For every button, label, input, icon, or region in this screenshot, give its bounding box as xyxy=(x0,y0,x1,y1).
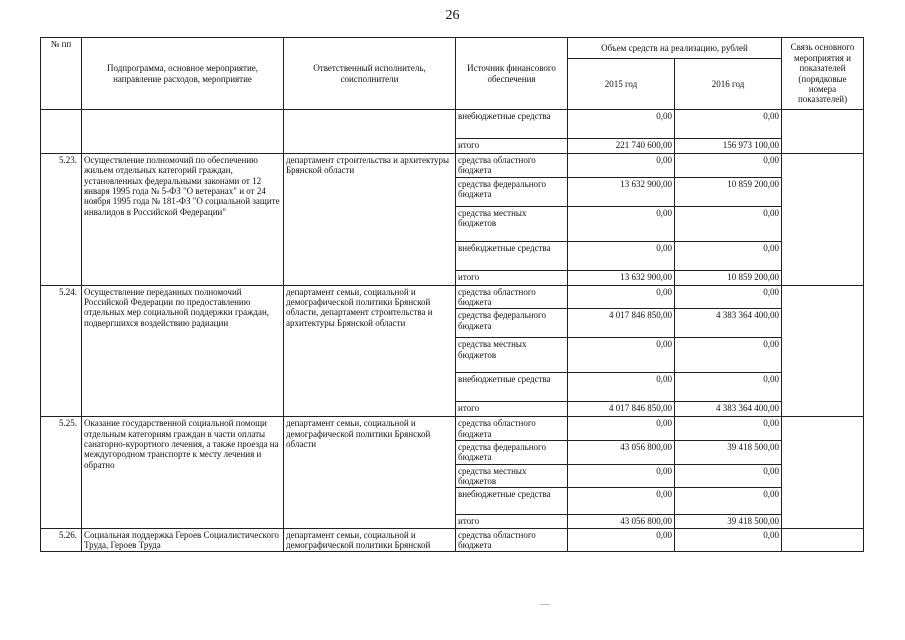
amount-2015: 0,00 xyxy=(568,154,675,178)
header-num: № пп xyxy=(41,38,82,110)
item-name: Осуществление полномочий по обеспечению жильем отдельных категорий граждан, установленных федеральными законами от 12 января 1995 года № 5-ФЗ "О ветеранах" и от 24 ноября 1995 года № 181-ФЗ "О социальной защите инвалидов в Российской Федерации" xyxy=(82,154,284,286)
funding-source: средства федерального бюджета xyxy=(456,441,568,465)
amount-2015: 4 017 846 850,00 xyxy=(568,309,675,338)
header-volume: Объем средств на реализацию, рублей xyxy=(568,38,782,59)
indicator-link xyxy=(782,110,864,154)
amount-2015: 13 632 900,00 xyxy=(568,177,675,206)
funding-source: внебюджетные средства xyxy=(456,373,568,402)
amount-2015: 43 056 800,00 xyxy=(568,441,675,465)
funding-source: итого xyxy=(456,515,568,528)
funding-source: средства местных бюджетов xyxy=(456,338,568,373)
item-number xyxy=(41,110,82,154)
header-link: Связь основного мероприятия и показателей (порядковые номера показателей) xyxy=(782,38,864,110)
scan-mark xyxy=(540,604,550,605)
funding-source: средства федерального бюджета xyxy=(456,177,568,206)
indicator-link xyxy=(782,528,864,552)
amount-2016: 39 418 500,00 xyxy=(675,515,782,528)
amount-2016: 156 973 100,00 xyxy=(675,139,782,154)
header-2015: 2015 год xyxy=(568,59,675,110)
header-executor: Ответственный исполнитель, соисполнители xyxy=(284,38,456,110)
funding-source: средства федерального бюджета xyxy=(456,309,568,338)
amount-2015: 13 632 900,00 xyxy=(568,270,675,285)
amount-2016: 0,00 xyxy=(675,417,782,441)
amount-2015: 0,00 xyxy=(568,373,675,402)
amount-2016: 4 383 364 400,00 xyxy=(675,402,782,417)
amount-2015: 0,00 xyxy=(568,206,675,241)
item-name: Оказание государственной социальной помощи отдельным категориям граждан в части оплаты санаторно-курортного лечения, а также проезда на междугородном транспорте к месту лечения и обратно xyxy=(82,417,284,528)
amount-2016: 0,00 xyxy=(675,338,782,373)
funding-source: внебюджетные средства xyxy=(456,241,568,270)
program-table xyxy=(40,37,864,552)
amount-2015: 0,00 xyxy=(568,338,675,373)
funding-source: средства областного бюджета xyxy=(456,154,568,178)
table-row xyxy=(41,285,864,309)
item-executor: департамент семьи, социальной и демографической политики Брянской области, департамент строительства и архитектуры Брянской области xyxy=(284,285,456,417)
amount-2015: 0,00 xyxy=(568,285,675,309)
amount-2015: 4 017 846 850,00 xyxy=(568,402,675,417)
funding-source: средства областного бюджета xyxy=(456,285,568,309)
amount-2016: 0,00 xyxy=(675,110,782,139)
amount-2015: 0,00 xyxy=(568,528,675,552)
amount-2015: 0,00 xyxy=(568,241,675,270)
header-2016: 2016 год xyxy=(675,59,782,110)
amount-2016: 0,00 xyxy=(675,154,782,178)
table-row xyxy=(41,417,864,441)
header-name: Подпрограмма, основное мероприятие, направление расходов, мероприятие xyxy=(82,38,284,110)
indicator-link xyxy=(782,417,864,528)
amount-2015: 0,00 xyxy=(568,464,675,488)
table-row xyxy=(41,110,864,139)
table-row xyxy=(41,528,864,552)
item-executor: департамент семьи, социальной и демографической политики Брянской xyxy=(284,528,456,552)
item-name: Социальная поддержка Героев Социалистического Труда, Героев Труда xyxy=(82,528,284,552)
item-name: Осуществление переданных полномочий Российской Федерации по предоставлению отдельных мер социальной поддержки граждан, подвергшихся воздействию радиации xyxy=(82,285,284,417)
table-row xyxy=(41,154,864,178)
item-number: 5.26. xyxy=(41,528,82,552)
item-executor: департамент строительства и архитектуры Брянской области xyxy=(284,154,456,286)
table-header-row xyxy=(41,38,864,59)
page-number: 26 xyxy=(445,8,460,23)
amount-2016: 39 418 500,00 xyxy=(675,441,782,465)
funding-source: средства местных бюджетов xyxy=(456,206,568,241)
amount-2016: 0,00 xyxy=(675,373,782,402)
amount-2015: 43 056 800,00 xyxy=(568,515,675,528)
indicator-link xyxy=(782,154,864,286)
amount-2016: 0,00 xyxy=(675,285,782,309)
item-number: 5.23. xyxy=(41,154,82,286)
funding-source: средства областного бюджета xyxy=(456,528,568,552)
amount-2016: 10 859 200,00 xyxy=(675,270,782,285)
funding-source: итого xyxy=(456,402,568,417)
item-number: 5.24. xyxy=(41,285,82,417)
amount-2016: 0,00 xyxy=(675,528,782,552)
amount-2015: 0,00 xyxy=(568,417,675,441)
item-name xyxy=(82,110,284,154)
amount-2016: 0,00 xyxy=(675,488,782,515)
amount-2016: 0,00 xyxy=(675,241,782,270)
funding-source: внебюджетные средства xyxy=(456,488,568,515)
item-number: 5.25. xyxy=(41,417,82,528)
amount-2016: 10 859 200,00 xyxy=(675,177,782,206)
funding-source: итого xyxy=(456,139,568,154)
item-executor xyxy=(284,110,456,154)
item-executor: департамент семьи, социальной и демографической политики Брянской области xyxy=(284,417,456,528)
amount-2016: 4 383 364 400,00 xyxy=(675,309,782,338)
amount-2016: 0,00 xyxy=(675,206,782,241)
header-source: Источник финансового обеспечения xyxy=(456,38,568,110)
amount-2015: 0,00 xyxy=(568,488,675,515)
amount-2015: 221 740 600,00 xyxy=(568,139,675,154)
funding-source: средства местных бюджетов xyxy=(456,464,568,488)
amount-2015: 0,00 xyxy=(568,110,675,139)
indicator-link xyxy=(782,285,864,417)
funding-source: средства областного бюджета xyxy=(456,417,568,441)
funding-source: итого xyxy=(456,270,568,285)
amount-2016: 0,00 xyxy=(675,464,782,488)
funding-source: внебюджетные средства xyxy=(456,110,568,139)
